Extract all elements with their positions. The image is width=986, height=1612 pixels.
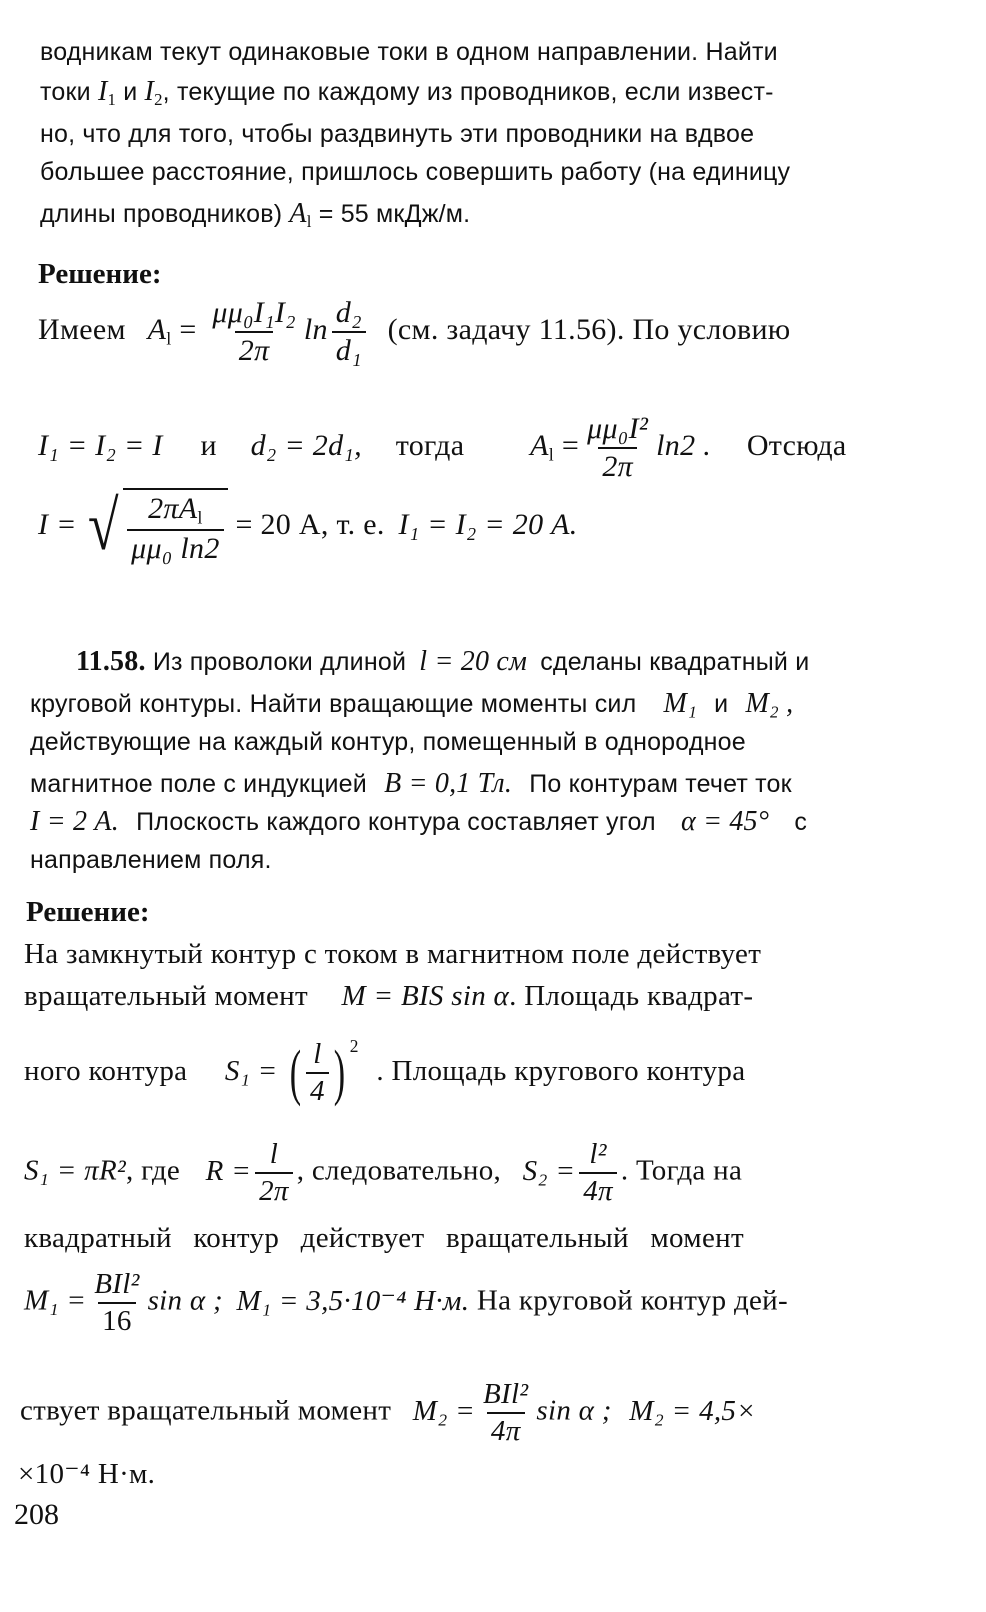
fraction: $\frac{\text{μμ₀I₁I₂}}{2\pi}$ [212,296,296,367]
formula: α = 45° [680,806,770,837]
text-fragment: = 20 А, т. е. [235,508,385,542]
text-line: действующие на каждый контур, помещенный в однородное [30,728,746,756]
formula-I1: $I_1$ [97,76,117,110]
formula-line: I₁ = I₂ = I и d₂ = 2d₁, тогда $A_l$ = $\frac{\text{μμ₀I²}}{2\pi}$ ln2 . Отсюда [38,412,847,483]
text-line: направлением поля. [30,846,272,874]
fraction: $\frac{\text{BIl²}}{16}$ [94,1268,140,1337]
text-fragment: Из проволоки длиной [152,648,407,676]
text-line [30,688,793,720]
formula-lhs: S₁ = [224,1054,278,1087]
formula-lhs: M₂ = [412,1394,476,1427]
text-fragment: сделаны квадратный и [540,648,810,676]
text-fragment: тогда [395,428,465,462]
formula: l = 20 см [419,646,528,677]
formula-lhs: M₁ = [24,1284,87,1317]
text-fragment: . Площадь квадрат- [509,980,754,1012]
text-line [24,1138,742,1208]
text-line: водникам текут одинаковые токи в одном направлении. Найти [40,38,778,66]
fraction: $\frac{\text{l²}}{4\pi}$ [579,1138,617,1208]
solution-heading: Решение: [38,258,162,290]
text-fragment: . Тогда на [620,1154,743,1187]
text-fragment: Отсюда [746,428,847,462]
text-line [76,646,809,678]
text-line [30,768,792,800]
formula: d₂ = 2d₁, [250,428,362,462]
formula-lhs: S₂ = [522,1154,576,1187]
text-fragment: круговой контуры. Найти вращающие моменты сил [30,690,637,718]
text-fragment: , текущие по каждому из проводников, если извест- [162,78,774,106]
text-line [40,198,470,232]
page-number: 208 [14,1498,59,1531]
formula: I = 2 А. [30,806,119,837]
ln-symbol: ln [303,312,328,346]
fraction: $\frac{2\pi A_l}{\text{μμ₀ ln2}}$ [127,492,223,566]
fraction: $\frac{\text{μμ₀I²}}{2\pi}$ [587,412,649,483]
text-fragment: Плоскость каждого контура составляет угол [136,808,656,836]
formula: B = 0,1 Тл. [384,768,513,799]
formula-I2: $I_2$ [144,76,163,110]
formula: I₁ = I₂ = I [38,428,163,462]
text-fragment: и [123,78,138,106]
text-fragment: ствует вращательный момент [20,1394,392,1427]
text-line: ×10⁻⁴ Н·м. [18,1458,156,1490]
formula-Al: $A_l$ [289,198,312,232]
text-fragment: По контурам течет ток [529,770,792,798]
formula: sin α ; [147,1284,223,1317]
text-line [40,76,774,110]
formula: M₁ = 3,5·10⁻⁴ Н·м. [236,1284,470,1317]
fraction: $\frac{\text{d₂}}{\text{d₁}}$ [332,296,366,368]
text-line: квадратный контур действует вращательный момент [24,1222,744,1254]
text-fragment: На круговой контур дей- [476,1284,788,1317]
formula: M₂ , [745,688,794,719]
problem-number: 11.58. [76,646,146,677]
text-line: но, что для того, чтобы раздвинуть эти проводники на вдвое [40,120,755,148]
text-line [20,1378,756,1448]
formula: M₂ = 4,5× [629,1394,757,1427]
text-line [30,806,807,838]
text-fragment: = 55 мкДж/м. [318,200,471,228]
formula-line [38,488,578,566]
formula: I₁ = I₂ = 20 А. [398,508,578,542]
text-line: На замкнутый контур с током в магнитном поле действует [24,938,762,970]
fraction: $\frac{l}{4}$ [306,1038,329,1108]
text-fragment: , следовательно, [296,1154,502,1187]
text-fragment: с [794,808,808,836]
formula: M = BIS sin α [341,980,510,1012]
formula-lhs: I = [38,508,77,542]
text-fragment: Имеем [38,312,126,346]
formula-lhs: $A_l$ [147,312,172,349]
formula: sin α ; [536,1394,612,1427]
formula-line: Имеем $A_l$ = $\frac{\text{μμ₀I₁I₂}}{2\pi}$ ln $\frac{\text{d₂}}{\text{d₁}}$ (см. задачу 11.56). По условию [38,296,791,367]
sqrt: √ $\frac{2\pi A_l}{\text{μμ₀ ln2}}$ [84,488,227,566]
formula-lhs: $A_l$ [530,428,555,465]
text-fragment: и [714,690,729,718]
formula-lhs: R = [205,1154,252,1187]
text-fragment: . Площадь кругового контура [376,1054,746,1087]
text-line [24,980,753,1013]
text-fragment: и [200,428,217,462]
solution-heading: Решение: [26,896,150,928]
text-fragment: вращательный момент [24,980,308,1012]
text-line: большее расстояние, пришлось совершить работу (на единицу [40,158,791,186]
formula: M₁ [663,688,698,719]
text-fragment: (см. задачу 11.56). По условию [387,312,791,346]
text-line [24,1268,788,1338]
text-fragment: ного контура [24,1054,188,1087]
text-line: ного контура S₁ = ( $\frac{l}{4}$ ) $^2$ . Площадь кругового контура [24,1036,746,1108]
formula: S₁ = πR² [24,1154,126,1187]
fraction: $\frac{l}{2\pi}$ [255,1138,293,1208]
text-fragment: длины проводников) [40,200,283,228]
text-fragment: токи [40,78,91,106]
formula: ln2 . [656,428,712,462]
text-fragment: , где [126,1154,181,1187]
text-fragment: магнитное поле с индукцией [30,770,367,798]
fraction: $\frac{\text{BIl²}}{4\pi}$ [483,1378,529,1447]
exponent: 2 [349,1036,359,1056]
